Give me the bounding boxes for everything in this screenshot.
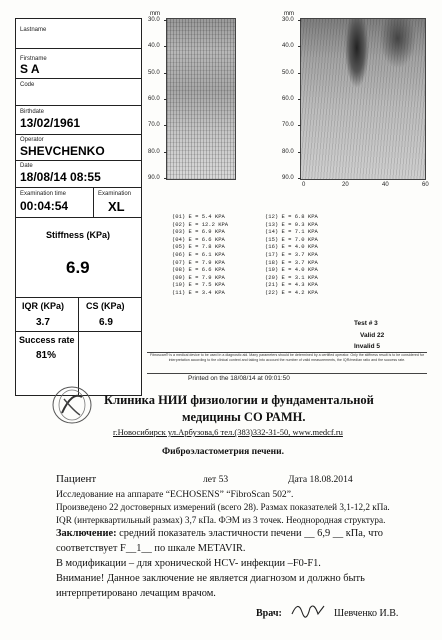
success-value: 81% — [36, 350, 57, 361]
cs-value: 6.9 — [99, 317, 113, 328]
left-scan-y-tick-label: 30.0 — [148, 17, 160, 23]
left-scan-y-tick-mark — [164, 152, 167, 153]
doctor-name: Шевченко И.В. — [334, 608, 399, 619]
iqr-value: 3.7 — [36, 317, 50, 328]
left-scan-y-tick-mark — [164, 20, 167, 21]
report-title: Фиброэластометрия печени. — [162, 447, 284, 457]
printed-on: Printed on the 18/08/14 at 09:01:50 — [188, 375, 290, 382]
operator-label: Operator — [20, 137, 44, 143]
right-scan-y-tick-label: 70.0 — [282, 122, 294, 129]
code-label: Code — [20, 82, 35, 88]
measurements-list-right — [265, 213, 318, 297]
exam-time-box — [16, 188, 94, 218]
measurement-row: (04) E = 6.6 KPA — [172, 235, 225, 243]
disclaimer-text: Fibroscan® is a medical device to be used in a diagnostic aid. Many parameters should be determined by a certified operator. Only the stiffness result is to be considered for interpretation according to the clinical context and taking into account the number of valid measurements, the IQR/median ratio and the success rate. — [149, 353, 425, 362]
right-scan-y-tick-label: 40.0 — [282, 43, 294, 50]
measurements-list-left — [172, 213, 228, 297]
report-line-device: Исследование на аппарате “ECHOSENS” “FibroScan 502”. — [56, 489, 294, 500]
firstname-value: S A — [20, 62, 40, 76]
measurement-row: (03) E = 6.9 KPA — [172, 228, 225, 236]
left-scan-unit-label: mm — [150, 11, 160, 17]
cs-label: CS (KPa) — [86, 301, 125, 311]
exam-value: XL — [108, 199, 125, 214]
right-scan-y-tick-mark — [298, 152, 301, 153]
right-scan-y-tick-mark — [298, 125, 301, 126]
right-scan-y-tick-label: 60.0 — [282, 96, 294, 102]
report-line-interpret: интерпретировано лечащим врачом. — [56, 588, 216, 599]
exam-time-label: Examination time — [20, 191, 67, 197]
right-scan-y-tick-label: 80.0 — [282, 148, 294, 155]
disclaimer-box — [147, 352, 427, 374]
left-scan-y-tick-label: 80.0 — [148, 148, 160, 155]
left-scan-y-tick-label: 40.0 — [148, 43, 160, 50]
success-label: Success rate — [19, 335, 75, 345]
right-scan-y-tick-mark — [298, 73, 301, 74]
measurement-row: (11) E = 3.4 KPA — [172, 288, 225, 296]
date-label: Date — [20, 163, 33, 169]
invalid-count: Invalid 5 — [354, 343, 381, 350]
measurement-row: (12) E = 6.8 KPA — [265, 213, 318, 220]
exam-time-value: 00:04:54 — [20, 199, 69, 213]
firstname-label: Firstname — [20, 56, 47, 62]
date-value: 18/08/14 08:55 — [20, 170, 101, 184]
left-scan-y-tick-mark — [164, 73, 167, 74]
conclusion-label: Заключение: — [56, 528, 117, 539]
patient-card — [15, 18, 142, 396]
stiffness-label: Stiffness (KPa) — [46, 230, 111, 240]
patient-age: лет 53 — [203, 474, 229, 485]
valid-count: Valid 22 — [360, 332, 385, 339]
right-scan-y-tick-label: 90.0 — [282, 175, 294, 181]
date-cell — [16, 161, 141, 188]
operator-value: SHEVCHENKO — [20, 144, 105, 158]
measurement-row: (16) E = 4.0 KPA — [265, 243, 318, 251]
left-mmode-image — [166, 18, 236, 180]
test-number: Test # 3 — [354, 320, 378, 327]
right-scan-y-tick-mark — [298, 20, 301, 21]
right-scan-y-tick-mark — [298, 99, 301, 100]
measurement-row: (02) E = 12.2 KPA — [172, 220, 229, 228]
operator-cell — [16, 135, 141, 161]
measurement-row: (17) E = 3.7 KPA — [265, 250, 318, 258]
measurement-row: (15) E = 7.0 KPA — [265, 235, 318, 243]
right-scan-x-tick-label: 0 — [302, 182, 306, 188]
right-elastogram-image — [300, 18, 426, 180]
left-scan-y-tick-label: 60.0 — [148, 96, 160, 102]
firstname-cell — [16, 49, 141, 79]
measurement-row: (18) E = 3.7 KPA — [265, 258, 318, 266]
left-scan-y-tick-label: 90.0 — [148, 175, 160, 181]
report-line-warning: Внимание! Данное заключение не является диагнозом и должно быть — [56, 573, 365, 584]
right-scan-y-tick-label: 50.0 — [282, 69, 294, 76]
right-scan-x-tick-label: 60 — [422, 182, 429, 188]
right-scan-y-tick-label: 30.0 — [282, 17, 294, 23]
right-scan-unit: mm — [284, 11, 294, 17]
stiffness-value: 6.9 — [66, 258, 90, 277]
measurement-row: (01) E = 5.4 KPA — [172, 213, 225, 220]
right-scan-x-tick-label: 20 — [342, 182, 349, 188]
exam-time-cell — [16, 188, 141, 218]
right-scan-x-tick-label: 40 — [382, 182, 389, 188]
report-line-measurements: Произведено 22 достоверных измерений (всего 28). Размах показателей 3,1-12,2 кПа. — [56, 502, 390, 512]
report-line-iqr: IQR (интерквартильный размах) 3,7 кПа. ФЭМ из 3 точек. Неоднородная структура. — [56, 515, 386, 525]
lastname-cell — [16, 19, 141, 49]
measurement-row: (21) E = 4.3 KPA — [265, 281, 318, 289]
report-line-conclusion — [56, 528, 383, 539]
measurement-row: (14) E = 7.1 KPA — [265, 228, 318, 236]
stiffness-cell — [16, 218, 141, 298]
lastname-label: Lastname — [20, 27, 47, 33]
measurement-row: (07) E = 7.9 KPA — [172, 258, 225, 266]
doctor-signature — [290, 598, 328, 620]
clinic-name-line1: Клиника НИИ физиологии и фундаментальной — [104, 393, 374, 407]
birthdate-cell — [16, 106, 141, 135]
doctor-label: Врач: — [256, 608, 282, 619]
birthdate-value: 13/02/1961 — [20, 116, 81, 130]
measurement-row: (06) E = 6.1 KPA — [172, 250, 225, 258]
exam-label: Examination — [98, 191, 132, 197]
left-scan-y-tick-label: 70.0 — [148, 122, 160, 129]
report-line-metavir: соответствует F__1__ по шкале METAVIR. — [56, 543, 246, 554]
clinic-name-line2: медицины СО РАМН. — [182, 410, 306, 424]
clinic-address: г.Новосибирск ул.Арбузова,6 тел.(383)332-31-50, www.medcf.ru — [113, 427, 343, 437]
conclusion-text: средний показатель эластичности печени __ 6,9 __ кПа, что — [116, 528, 383, 539]
measurement-row: (08) E = 6.6 KPA — [172, 266, 225, 274]
code-cell — [16, 79, 141, 106]
birthdate-label: Birthdate — [20, 109, 45, 115]
left-scan-y-tick-mark — [164, 125, 167, 126]
measurement-row: (20) E = 3.1 KPA — [265, 273, 318, 281]
left-scan-y-tick-mark — [164, 178, 167, 179]
measurement-row: (22) E = 4.2 KPA — [265, 288, 318, 296]
iqr-label: IQR (KPa) — [22, 301, 65, 311]
iqr-box — [16, 298, 79, 332]
right-scan-y-tick-mark — [298, 46, 301, 47]
iqr-cs-cell — [16, 298, 141, 332]
measurement-row: (19) E = 4.0 KPA — [265, 266, 318, 274]
left-scan-y-tick-label: 50.0 — [148, 69, 160, 76]
report-date: Дата 18.08.2014 — [288, 474, 353, 485]
left-scan-y-tick-mark — [164, 99, 167, 100]
measurement-row: (10) E = 7.5 KPA — [172, 281, 225, 289]
measurement-row: (05) E = 7.8 KPA — [172, 243, 225, 251]
measurement-row: (09) E = 7.9 KPA — [172, 273, 225, 281]
measurement-row: (13) E = 9.3 KPA — [265, 220, 318, 228]
right-scan-y-tick-mark — [298, 178, 301, 179]
left-scan-y-tick-mark — [164, 46, 167, 47]
clinic-logo — [50, 383, 94, 427]
report-line-hcv: В модификации – для хронической HCV- инфекции –F0-F1. — [56, 558, 321, 569]
patient-label: Пациент — [56, 473, 97, 485]
